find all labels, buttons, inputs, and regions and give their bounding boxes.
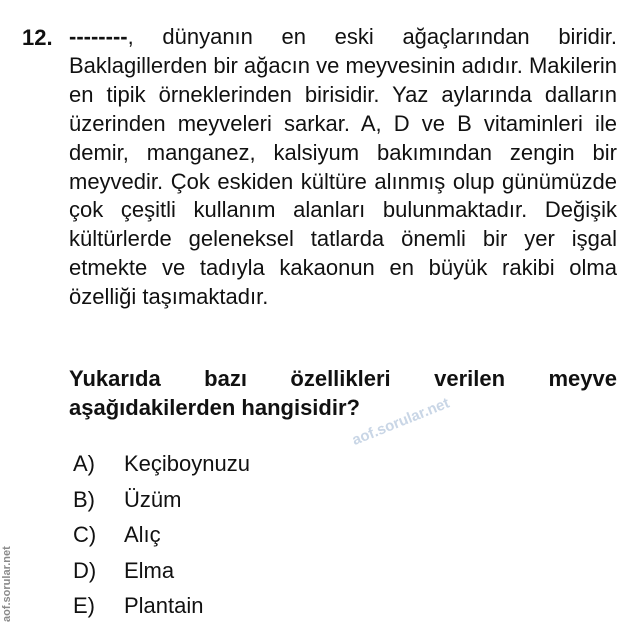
option-e[interactable] bbox=[73, 588, 250, 624]
question-prompt: Yukarıda bazı özellikleri verilen meyve aşağıdakilerden hangisidir? bbox=[69, 366, 617, 420]
option-letter: E) bbox=[73, 593, 95, 618]
option-a[interactable] bbox=[73, 446, 250, 482]
option-letter: D) bbox=[73, 557, 97, 583]
option-text: Keçiboynuzu bbox=[124, 451, 250, 476]
answer-options bbox=[73, 446, 250, 624]
option-text: Alıç bbox=[124, 522, 161, 547]
option-text: Elma bbox=[124, 557, 175, 583]
option-text: Üzüm bbox=[124, 486, 182, 512]
option-letter: C) bbox=[73, 522, 97, 547]
option-text: Plantain bbox=[124, 593, 204, 618]
side-watermark: aof.sorular.net bbox=[1, 546, 13, 622]
option-letter: A) bbox=[73, 451, 95, 476]
option-letter: B) bbox=[73, 486, 95, 512]
watermark: aof.sorular.net bbox=[349, 394, 452, 449]
option-c[interactable] bbox=[73, 517, 250, 553]
option-b[interactable] bbox=[73, 482, 250, 518]
question-passage bbox=[69, 23, 617, 312]
passage-text: , dünyanın en eski ağaçlarından biridir. Baklagillerden bir ağacın ve meyvesinin adıdır. Makilerin en tipik örneklerinden birisidir. Yaz aylarında dalların üzerinden meyveleri sarkar. A, D ve B vitaminleri ile demir, manganez, kalsiyum bakımından zengin bir meyvedir. Çok eskiden kültüre alınmış olup günümüzde çok çeşitli kullanım alanları bulunmaktadır. Değişik kültürlerde geleneksel tatlarda önemli bir yer işgal etmekte ve tadıyla kakaonun en büyük rakibi olma özelliği taşımaktadır. bbox=[69, 24, 617, 310]
option-d[interactable] bbox=[73, 553, 250, 589]
answer-blank: -------- bbox=[69, 24, 128, 49]
question-number: 12. bbox=[22, 25, 53, 50]
